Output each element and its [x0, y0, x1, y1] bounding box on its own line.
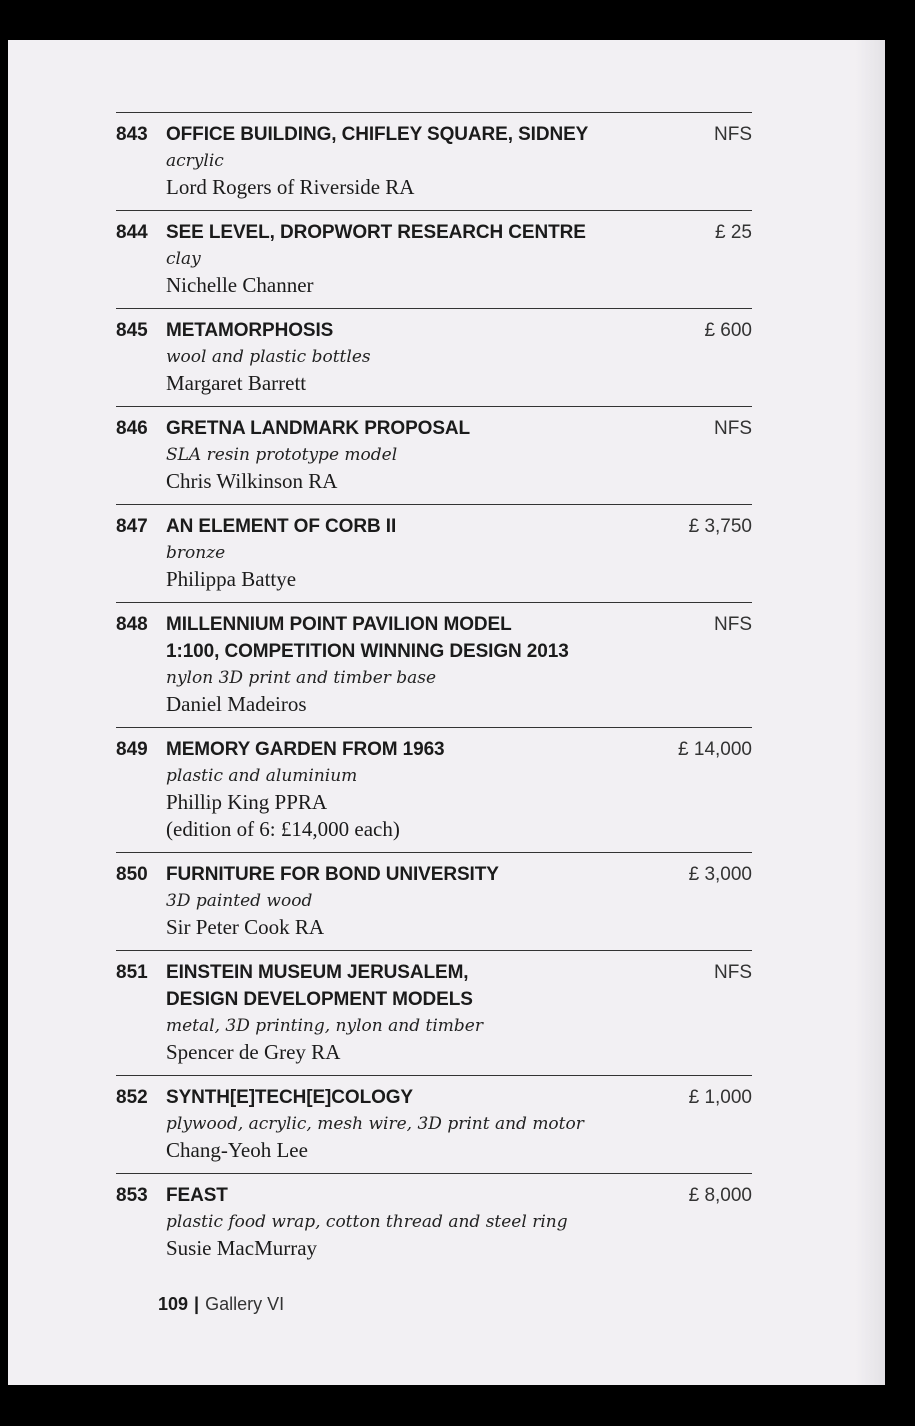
catalogue-entry — [116, 112, 752, 210]
entry-number: 853 — [116, 1185, 148, 1206]
entry-artist: Chris Wilkinson RA — [166, 469, 338, 493]
entry-artist: Margaret Barrett — [166, 371, 307, 395]
entry-title: MEMORY GARDEN FROM 1963 — [166, 739, 445, 760]
entry-price: NFS — [714, 614, 752, 635]
catalogue-entry — [116, 308, 752, 406]
entry-title: SEE LEVEL, DROPWORT RESEARCH CENTRE — [166, 222, 586, 243]
catalogue-entry — [116, 504, 752, 602]
entry-title: AN ELEMENT OF CORB II — [166, 516, 397, 537]
entry-medium: acrylic — [166, 151, 224, 171]
catalogue-entry — [116, 602, 752, 727]
footer-separator: | — [194, 1294, 200, 1314]
catalogue-entry — [116, 1075, 752, 1173]
catalogue-entry — [116, 950, 752, 1075]
entry-medium: plastic and aluminium — [166, 766, 358, 786]
entry-medium: bronze — [166, 543, 226, 563]
page-number: 109 — [158, 1294, 189, 1314]
entry-title: FURNITURE FOR BOND UNIVERSITY — [166, 864, 499, 885]
entry-number: 843 — [116, 124, 148, 145]
entry-title: OFFICE BUILDING, CHIFLEY SQUARE, SIDNEY — [166, 124, 589, 145]
page-edge — [855, 40, 885, 1385]
entry-title: MILLENNIUM POINT PAVILION MODEL — [166, 614, 512, 635]
catalogue-entry — [116, 1173, 752, 1271]
entry-medium: wool and plastic bottles — [166, 347, 371, 367]
entry-price: NFS — [714, 124, 752, 145]
entry-title: SYNTH[E]TECH[E]COLOGY — [166, 1087, 414, 1108]
entry-title-line-2: DESIGN DEVELOPMENT MODELS — [166, 989, 473, 1010]
entry-medium: plywood, acrylic, mesh wire, 3D print and motor — [166, 1114, 584, 1134]
catalogue-entry — [116, 406, 752, 504]
entry-number: 844 — [116, 222, 148, 243]
entry-number: 846 — [116, 418, 148, 439]
entry-artist: Sir Peter Cook RA — [166, 915, 325, 939]
entry-medium: plastic food wrap, cotton thread and steel ring — [166, 1212, 568, 1232]
entry-price: £ 3,000 — [688, 864, 752, 885]
entry-title: EINSTEIN MUSEUM JERUSALEM, — [166, 962, 469, 983]
catalogue-entry — [116, 727, 752, 852]
catalogue-entry — [116, 852, 752, 950]
entry-number: 849 — [116, 739, 148, 760]
entry-artist: Spencer de Grey RA — [166, 1040, 341, 1064]
entry-price: £ 14,000 — [678, 739, 752, 760]
entry-number: 850 — [116, 864, 148, 885]
entry-number: 847 — [116, 516, 148, 537]
entry-number: 848 — [116, 614, 148, 635]
entry-medium: nylon 3D print and timber base — [166, 668, 437, 688]
entry-title: METAMORPHOSIS — [166, 320, 334, 341]
entry-number: 851 — [116, 962, 148, 983]
entry-title: FEAST — [166, 1185, 228, 1206]
entry-list — [116, 112, 752, 1271]
entry-price: £ 1,000 — [688, 1087, 752, 1108]
entry-number: 845 — [116, 320, 148, 341]
gallery-section: Gallery VI — [205, 1294, 285, 1314]
entry-artist: Phillip King PPRA — [166, 790, 328, 814]
entry-price: NFS — [714, 962, 752, 983]
entry-medium: metal, 3D printing, nylon and timber — [166, 1016, 483, 1036]
entry-artist: Daniel Madeiros — [166, 692, 307, 716]
entry-price: £ 600 — [704, 320, 752, 341]
entry-price: NFS — [714, 418, 752, 439]
entry-edition-note: (edition of 6: £14,000 each) — [166, 817, 400, 841]
entry-artist: Chang-Yeoh Lee — [166, 1138, 308, 1162]
page-footer — [158, 1294, 284, 1315]
entry-artist: Philippa Battye — [166, 567, 297, 591]
catalogue-page — [8, 40, 885, 1385]
catalogue-entry — [116, 210, 752, 308]
entry-medium: clay — [166, 249, 201, 269]
entry-number: 852 — [116, 1087, 148, 1108]
entry-artist: Nichelle Channer — [166, 273, 314, 297]
entry-price: £ 8,000 — [688, 1185, 752, 1206]
entry-artist: Susie MacMurray — [166, 1236, 318, 1260]
entry-artist: Lord Rogers of Riverside RA — [166, 175, 415, 199]
entry-medium: SLA resin prototype model — [166, 445, 398, 465]
entry-title: GRETNA LANDMARK PROPOSAL — [166, 418, 471, 439]
entry-price: £ 25 — [715, 222, 752, 243]
entry-price: £ 3,750 — [688, 516, 752, 537]
entry-title-line-2: 1:100, COMPETITION WINNING DESIGN 2013 — [166, 641, 569, 662]
entry-medium: 3D painted wood — [166, 891, 313, 911]
